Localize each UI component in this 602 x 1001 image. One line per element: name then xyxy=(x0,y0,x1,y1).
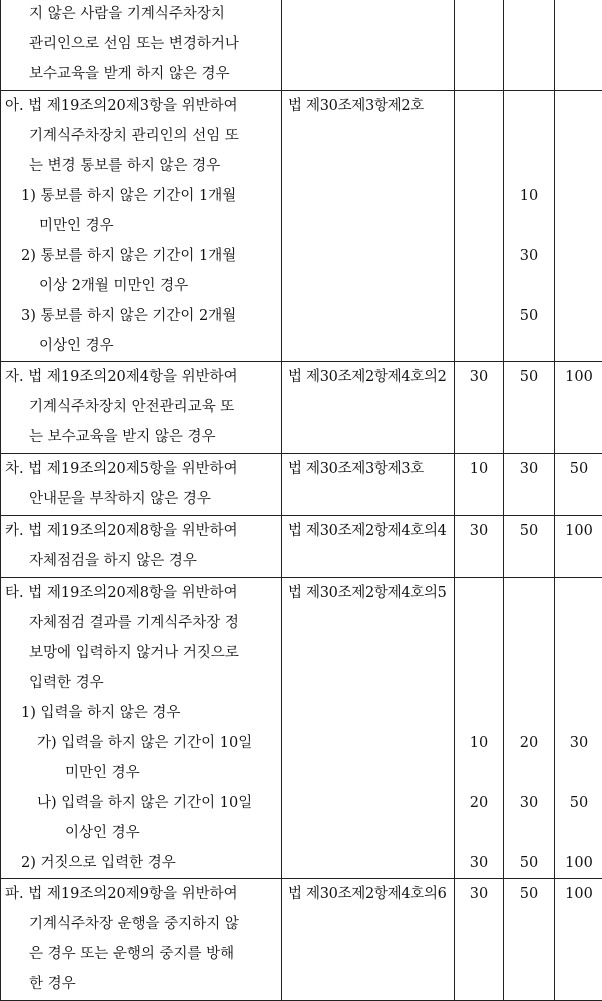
fine-3rd-cell xyxy=(555,516,602,578)
fine-value: 30 xyxy=(504,241,554,271)
law-cell xyxy=(282,578,455,879)
fine-1st-cell xyxy=(455,516,504,578)
fine-2nd-cell xyxy=(504,516,555,578)
law-text: 법 제30조제2항제4호의5 xyxy=(282,578,454,608)
law-text: 법 제30조제2항제4호의2 xyxy=(282,362,454,392)
fine-value: 100 xyxy=(555,848,602,878)
sub-item-text: 3) 통보를 하지 않은 기간이 2개월 xyxy=(1,301,281,331)
fine-2nd-cell xyxy=(504,0,555,91)
violation-text: 아. 법 제19조의20제3항을 위반하여 xyxy=(1,91,281,121)
fine-1st-cell xyxy=(455,578,504,879)
law-cell xyxy=(282,454,455,516)
fine-value: 50 xyxy=(504,879,554,909)
violation-text: 보망에 입력하지 않거나 거짓으로 xyxy=(1,638,281,668)
fine-value: 30 xyxy=(504,454,554,484)
table-row xyxy=(1,362,602,454)
sub-item-text: 이상인 경우 xyxy=(1,331,281,361)
fine-2nd-cell xyxy=(504,362,555,454)
table-row xyxy=(1,578,602,879)
violation-cell xyxy=(1,578,282,879)
fine-value: 50 xyxy=(555,454,602,484)
fine-value: 30 xyxy=(455,362,503,392)
violation-cell xyxy=(1,91,282,362)
sub-item-text: 미만인 경우 xyxy=(1,211,281,241)
fine-1st-cell xyxy=(455,454,504,516)
violation-cell xyxy=(1,516,282,578)
violation-cell xyxy=(1,454,282,516)
fine-3rd-cell xyxy=(555,91,602,362)
violation-text: 입력한 경우 xyxy=(1,668,281,698)
law-text: 법 제30조제2항제4호의6 xyxy=(282,879,454,909)
sub-item-text: 가) 입력을 하지 않은 기간이 10일 xyxy=(1,728,281,758)
fine-value: 30 xyxy=(455,516,503,546)
violation-text: 기계식주차장 운행을 중지하지 않 xyxy=(1,909,281,939)
law-cell xyxy=(282,91,455,362)
violation-text: 는 보수교육을 받지 않은 경우 xyxy=(1,422,281,452)
table-row xyxy=(1,879,602,1001)
fine-value: 10 xyxy=(455,728,503,758)
law-cell xyxy=(282,0,455,91)
fine-value: 30 xyxy=(555,728,602,758)
fine-2nd-cell xyxy=(504,454,555,516)
violation-text: 타. 법 제19조의20제8항을 위반하여 xyxy=(1,578,281,608)
fine-value: 100 xyxy=(555,516,602,546)
law-cell xyxy=(282,879,455,1001)
violation-text: 한 경우 xyxy=(1,969,281,999)
violation-text: 은 경우 또는 운행의 중지를 방해 xyxy=(1,939,281,969)
fine-value: 30 xyxy=(504,788,554,818)
violation-text: 관리인으로 선임 또는 변경하거나 xyxy=(1,29,281,59)
sub-item-text: 2) 통보를 하지 않은 기간이 1개월 xyxy=(1,241,281,271)
fine-value: 30 xyxy=(455,848,503,878)
violation-text: 자체점검을 하지 않은 경우 xyxy=(1,546,281,576)
fine-value: 20 xyxy=(504,728,554,758)
sub-item-text: 이상 2개월 미만인 경우 xyxy=(1,271,281,301)
law-cell xyxy=(282,362,455,454)
sub-item-text: 나) 입력을 하지 않은 기간이 10일 xyxy=(1,788,281,818)
fine-1st-cell xyxy=(455,362,504,454)
fine-3rd-cell xyxy=(555,454,602,516)
fine-2nd-cell xyxy=(504,578,555,879)
fine-3rd-cell xyxy=(555,362,602,454)
violation-text: 기계식주차장치 안전관리교육 또 xyxy=(1,392,281,422)
violation-cell xyxy=(1,0,282,91)
fine-1st-cell xyxy=(455,0,504,91)
violation-text: 차. 법 제19조의20제5항을 위반하여 xyxy=(1,454,281,484)
fine-3rd-cell xyxy=(555,879,602,1001)
violation-text: 보수교육을 받게 하지 않은 경우 xyxy=(1,59,281,89)
law-text: 법 제30조제3항제3호 xyxy=(282,454,454,484)
violation-text: 기계식주차장치 관리인의 선임 또 xyxy=(1,121,281,151)
fine-3rd-cell xyxy=(555,578,602,879)
fine-value: 30 xyxy=(455,879,503,909)
violation-text: 자. 법 제19조의20제4항을 위반하여 xyxy=(1,362,281,392)
fine-value: 100 xyxy=(555,362,602,392)
sub-item-text: 1) 입력을 하지 않은 경우 xyxy=(1,698,281,728)
fine-1st-cell xyxy=(455,91,504,362)
sub-item-text: 미만인 경우 xyxy=(1,758,281,788)
sub-item-text: 2) 거짓으로 입력한 경우 xyxy=(1,848,281,878)
table-row xyxy=(1,91,602,362)
violation-text: 파. 법 제19조의20제9항을 위반하여 xyxy=(1,879,281,909)
table-row xyxy=(1,516,602,578)
violation-text: 카. 법 제19조의20제8항을 위반하여 xyxy=(1,516,281,546)
sub-item-text: 이상인 경우 xyxy=(1,818,281,848)
fine-value: 100 xyxy=(555,879,602,909)
fine-value: 10 xyxy=(455,454,503,484)
law-text: 법 제30조제3항제2호 xyxy=(282,91,454,121)
violation-text: 지 않은 사람을 기계식주차장치 xyxy=(1,0,281,29)
law-text: 법 제30조제2항제4호의4 xyxy=(282,516,454,546)
violation-text: 자체점검 결과를 기계식주차장 정 xyxy=(1,608,281,638)
violation-cell xyxy=(1,362,282,454)
fine-value: 50 xyxy=(504,362,554,392)
table-row xyxy=(1,0,602,91)
law-cell xyxy=(282,516,455,578)
fine-3rd-cell xyxy=(555,0,602,91)
fine-2nd-cell xyxy=(504,879,555,1001)
fine-value: 50 xyxy=(504,848,554,878)
fine-1st-cell xyxy=(455,879,504,1001)
violation-cell xyxy=(1,879,282,1001)
sub-item-text: 1) 통보를 하지 않은 기간이 1개월 xyxy=(1,181,281,211)
violation-text: 는 변경 통보를 하지 않은 경우 xyxy=(1,151,281,181)
fine-value: 50 xyxy=(504,301,554,331)
table-row xyxy=(1,454,602,516)
fine-value: 50 xyxy=(555,788,602,818)
fine-2nd-cell xyxy=(504,91,555,362)
fine-value: 50 xyxy=(504,516,554,546)
fine-value: 10 xyxy=(504,181,554,211)
fine-value: 20 xyxy=(455,788,503,818)
violation-text: 안내문을 부착하지 않은 경우 xyxy=(1,484,281,514)
